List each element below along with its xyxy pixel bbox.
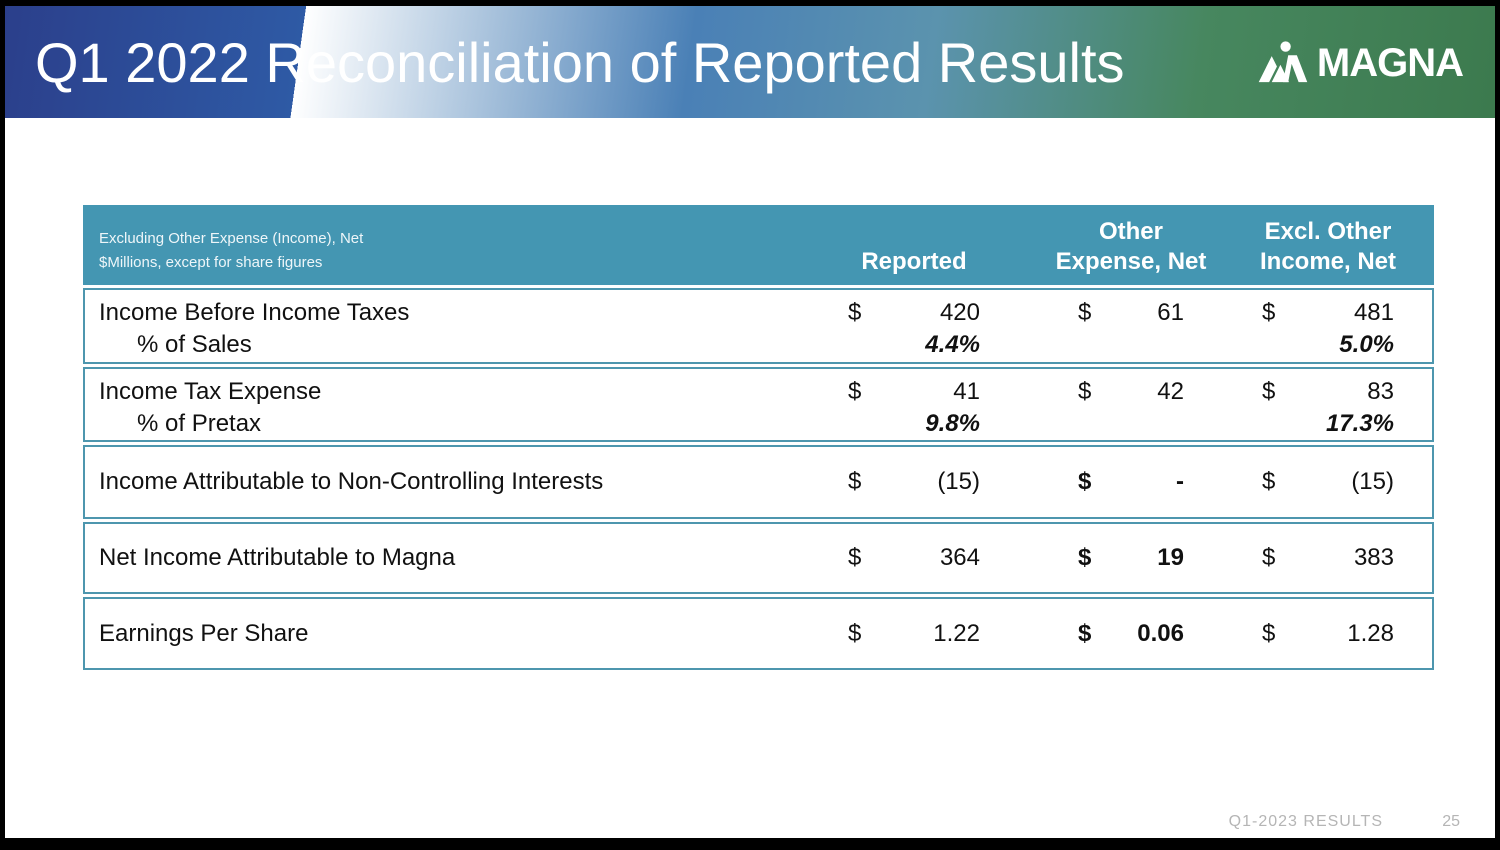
column-header-other-expense: Other Expense, Net [1055, 218, 1207, 275]
reconciliation-table [83, 205, 1434, 670]
currency-symbol: $ [848, 619, 862, 647]
row-label: Income Attributable to Non-Controlling Interests [99, 468, 604, 495]
row-label: Net Income Attributable to Magna [99, 544, 456, 571]
currency-symbol: $ [848, 378, 862, 405]
table-note [85, 207, 848, 283]
currency-symbol: $ [848, 544, 862, 571]
pct-cell: 4.4% [925, 331, 980, 358]
value-cell: $ 42 [1078, 378, 1184, 405]
row-label: Income Tax Expense [99, 378, 322, 405]
value-cell: $ (15) [1262, 468, 1394, 495]
value-cell: $ 0.06 [1078, 619, 1184, 647]
pct-cell: 5.0% [1339, 331, 1394, 358]
row-label: Earnings Per Share [99, 619, 309, 647]
page-title: Q1 2022 Reconciliation of Reported Results [35, 30, 1125, 94]
currency-symbol: $ [1262, 299, 1276, 326]
currency-symbol: $ [1078, 544, 1092, 571]
row-label: Income Before Income Taxes [99, 299, 410, 326]
row-sublabel: % of Pretax [137, 410, 262, 437]
title-banner [5, 6, 1495, 118]
value-cell: $ 1.28 [1262, 619, 1394, 647]
value-cell: $ 19 [1078, 544, 1184, 571]
page-number: 25 [1442, 813, 1460, 830]
slide [5, 6, 1495, 838]
value-cell: $ - [1078, 468, 1184, 495]
table-note-line1: Excluding Other Expense (Income), Net [99, 230, 364, 247]
currency-symbol: $ [1078, 468, 1092, 495]
currency-symbol: $ [848, 468, 862, 495]
table-row-net-income [83, 522, 1434, 594]
value-cell: $ 41 [848, 378, 980, 405]
currency-symbol: $ [1078, 619, 1092, 647]
currency-symbol: $ [1078, 299, 1092, 326]
value-cell: $ 61 [1078, 299, 1184, 326]
currency-symbol: $ [1262, 544, 1276, 571]
row-sublabel: % of Sales [137, 331, 252, 358]
currency-symbol: $ [1078, 378, 1092, 405]
value-cell: $ 364 [848, 544, 980, 571]
column-header-excl-other-income: Excl. Other Income, Net [1259, 218, 1397, 275]
table-row-non-controlling-interests [83, 445, 1434, 519]
value-cell: $ 420 [848, 299, 980, 326]
table-header-row [83, 205, 1434, 285]
value-cell: $ 1.22 [848, 619, 980, 647]
magna-logo-text: MAGNA [1316, 40, 1463, 85]
pct-cell: 9.8% [925, 410, 980, 437]
table-row-income-tax-expense [83, 367, 1434, 442]
currency-symbol: $ [1262, 468, 1276, 495]
value-cell: $ 481 [1262, 299, 1394, 326]
value-cell: $ (15) [848, 468, 980, 495]
table-note-line2: $Millions, except for share figures [99, 254, 323, 271]
column-header-reported: Reported [861, 248, 967, 275]
table-row-earnings-per-share [83, 597, 1434, 670]
currency-symbol: $ [848, 299, 862, 326]
magna-logo-icon [1257, 40, 1309, 86]
pct-cell: 17.3% [1325, 410, 1394, 437]
currency-symbol: $ [1262, 619, 1276, 647]
value-cell: $ 83 [1262, 378, 1394, 405]
magna-logo [1257, 40, 1463, 86]
value-cell: $ 383 [1262, 544, 1394, 571]
table-row-income-before-taxes [83, 288, 1434, 364]
currency-symbol: $ [1262, 378, 1276, 405]
footer-label: Q1-2023 RESULTS [1228, 813, 1383, 830]
